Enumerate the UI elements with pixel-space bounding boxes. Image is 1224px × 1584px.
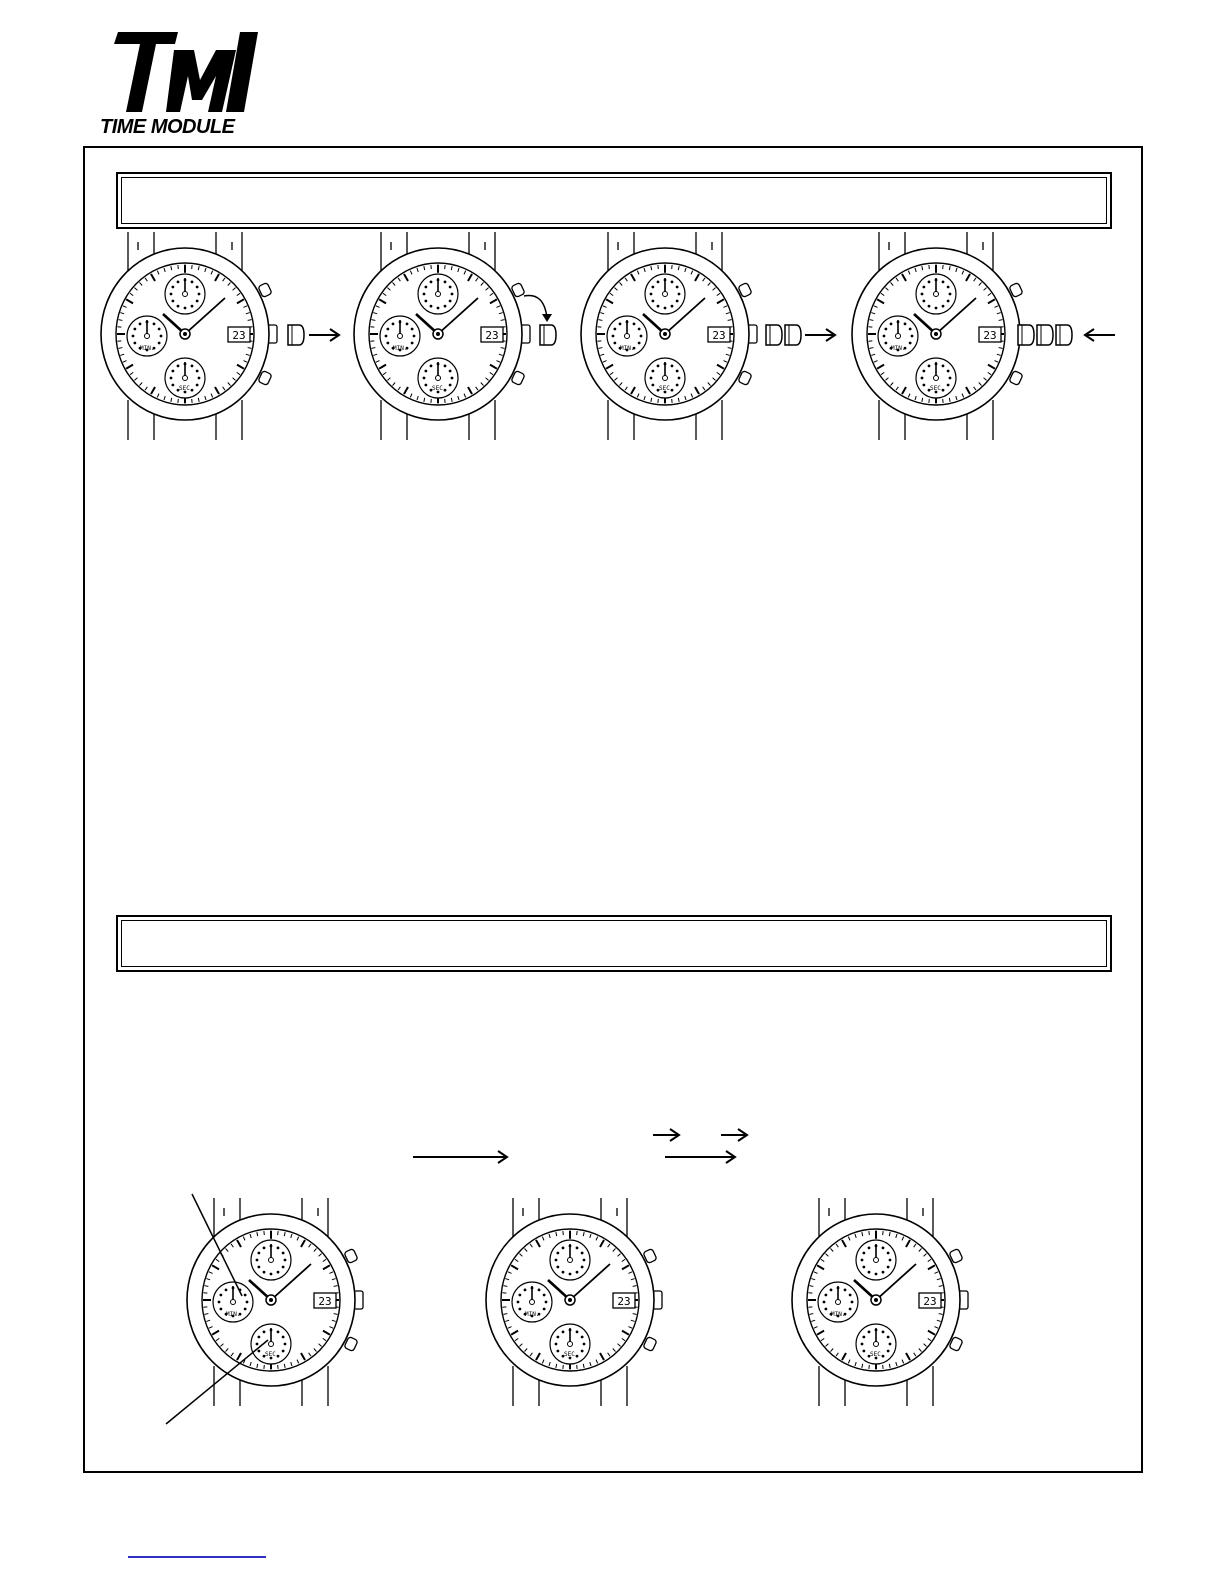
arrow-right-icon bbox=[412, 1148, 510, 1166]
minute-counter-label: MIN. bbox=[620, 345, 635, 352]
watch-drawing bbox=[101, 232, 277, 440]
seconds-counter-label: SEC. bbox=[432, 385, 447, 392]
arrow-right-icon bbox=[720, 1126, 750, 1144]
footer-link-underline[interactable] bbox=[128, 1556, 266, 1558]
crown-position-icon bbox=[286, 322, 306, 348]
watch-illustration-icon bbox=[580, 232, 765, 440]
arrow-right-icon bbox=[652, 1126, 682, 1144]
seconds-counter-label: SEC. bbox=[659, 385, 674, 392]
watch-drawing bbox=[792, 1198, 968, 1406]
seconds-counter-label: SEC. bbox=[930, 385, 945, 392]
arrow-left-icon bbox=[1082, 326, 1116, 344]
watch-illustration-icon bbox=[353, 232, 538, 440]
pointer-line-icon bbox=[190, 1192, 250, 1302]
section-header-box-1 bbox=[116, 172, 1112, 229]
date-window-value: 23 bbox=[318, 1295, 332, 1308]
minute-counter-label: MIN. bbox=[525, 1311, 540, 1318]
minute-counter-label: MIN. bbox=[140, 345, 155, 352]
watch-drawing bbox=[581, 232, 757, 440]
seconds-counter-label: SEC. bbox=[265, 1351, 280, 1358]
date-window-value: 23 bbox=[712, 329, 726, 342]
pointer-line-icon bbox=[164, 1336, 274, 1428]
tmi-logo bbox=[100, 28, 265, 140]
watch-illustration-icon bbox=[791, 1198, 976, 1406]
date-window-value: 23 bbox=[923, 1295, 937, 1308]
watch-illustration-icon bbox=[851, 232, 1036, 440]
watch-drawing bbox=[852, 232, 1028, 440]
curved-arrow-icon bbox=[522, 290, 558, 324]
seconds-counter-label: SEC. bbox=[179, 385, 194, 392]
date-window-value: 23 bbox=[983, 329, 997, 342]
section-header-box-2 bbox=[116, 915, 1112, 972]
watch-illustration-icon bbox=[485, 1198, 670, 1406]
date-window-value: 23 bbox=[617, 1295, 631, 1308]
date-window-value: 23 bbox=[232, 329, 246, 342]
arrow-right-icon bbox=[804, 326, 838, 344]
crown-position-icon bbox=[1016, 322, 1076, 348]
minute-counter-label: MIN. bbox=[393, 345, 408, 352]
minute-counter-label: MIN. bbox=[831, 1311, 846, 1318]
watch-illustration-icon bbox=[100, 232, 285, 440]
seconds-counter-label: SEC. bbox=[870, 1351, 885, 1358]
arrow-right-icon bbox=[308, 326, 342, 344]
minute-counter-label: MIN. bbox=[226, 1311, 241, 1318]
tmi-logo-icon bbox=[108, 28, 258, 114]
watch-drawing bbox=[486, 1198, 662, 1406]
brand-text: TIME MODULE bbox=[100, 116, 235, 138]
crown-position-icon bbox=[538, 322, 558, 348]
watch-drawing bbox=[354, 232, 530, 440]
crown-position-icon bbox=[764, 322, 804, 348]
seconds-counter-label: SEC. bbox=[564, 1351, 579, 1358]
arrow-right-icon bbox=[664, 1148, 738, 1166]
date-window-value: 23 bbox=[485, 329, 499, 342]
minute-counter-label: MIN. bbox=[891, 345, 906, 352]
